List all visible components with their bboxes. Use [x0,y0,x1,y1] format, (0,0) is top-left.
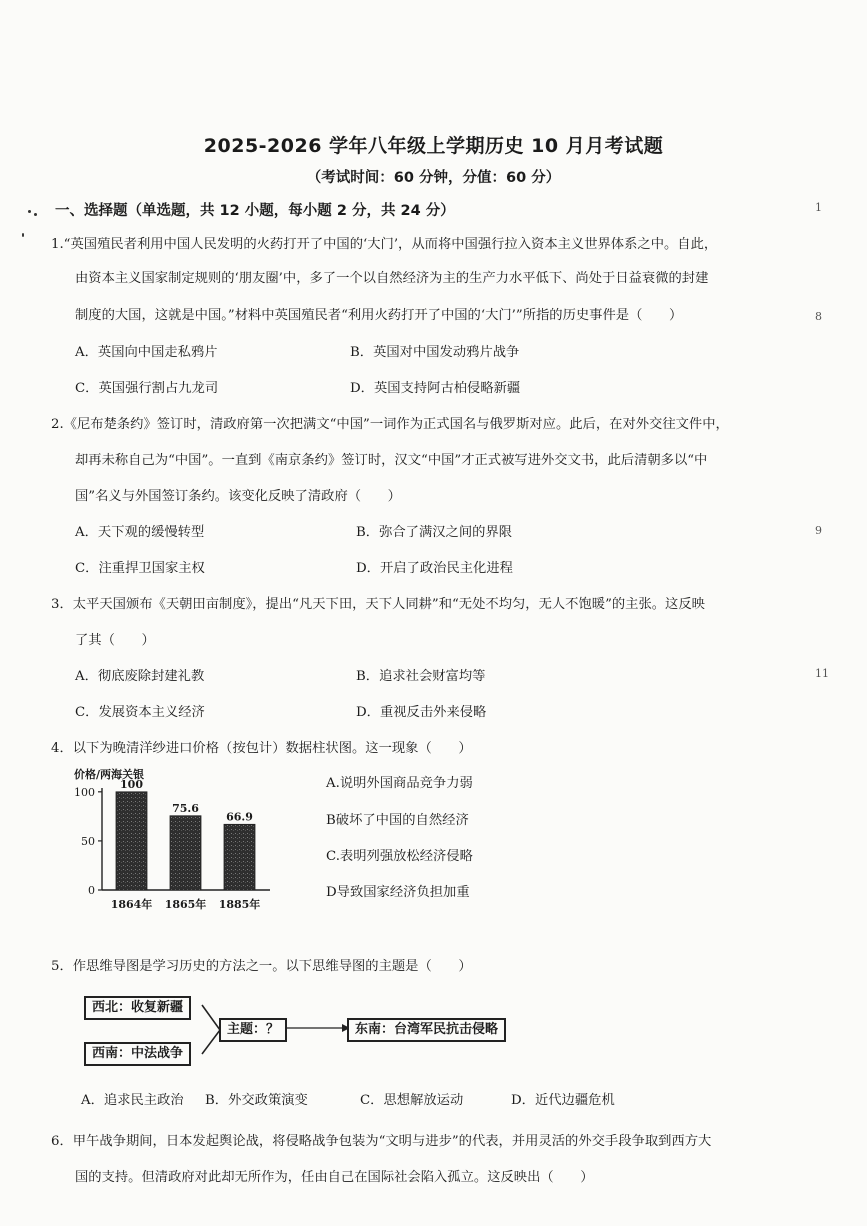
q2-option-d[interactable]: D．开启了政治民主化进程 [356,561,513,576]
x-tick-label: 1865年 [164,898,207,911]
y-axis-label: 价格/两海关银 [74,768,145,781]
q4-option-c[interactable]: C.表明列强放松经济侵略 [326,849,473,864]
question-1-line: 1.“英国殖民者利用中国人民发明的火药打开了中国的‘大门’，从而将中国强行拉入资本主义世界体系之中。自此， [51,237,718,252]
bar [224,824,255,890]
q1-option-d[interactable]: D．英国支持阿古柏侵略新疆 [350,381,521,396]
q1-option-a[interactable]: A．英国向中国走私鸦片 [75,345,218,360]
question-5-line: 5．作思维导图是学习历史的方法之一。以下思维导图的主题是（ ） [51,959,472,974]
x-tick-label: 1885年 [218,898,261,911]
q5-option-a[interactable]: A．追求民主政治 [81,1093,184,1108]
q4-option-d[interactable]: D导致国家经济负担加重 [326,885,470,900]
question-4-line: 4．以下为晚清洋纱进口价格（按包计）数据柱状图。这一现象（ ） [51,741,472,756]
mindmap-center-topic: 主题：？ [219,1018,287,1042]
mindmap-southeast: 东南：台湾军民抗击侵略 [347,1018,506,1042]
q2-option-b[interactable]: B．弥合了满汉之间的界限 [356,525,513,540]
margin-mark: 9 [815,524,822,537]
question-2-line: 却再未称自己为“中国”。一直到《南京条约》签订时，汉文“中国”才正式被写进外交文书，此后清朝多以“中 [75,453,708,468]
mindmap-southwest: 西南：中法战争 [84,1042,191,1066]
question-1-line: 制度的大国，这就是中国。”材料中英国殖民者“利用火药打开了中国的‘大门’”所指的历史事件是（ ） [75,308,683,323]
q2-option-c[interactable]: C．注重捍卫国家主权 [75,561,205,576]
scan-speck [34,213,37,216]
q2-option-a[interactable]: A．天下观的缓慢转型 [75,525,205,540]
q4-option-b[interactable]: B破坏了中国的自然经济 [326,813,469,828]
question-6-line: 国的支持。但清政府对此却无所作为，任由自己在国际社会陷入孤立。这反映出（ ） [75,1170,594,1185]
q5-option-d[interactable]: D．近代边疆危机 [511,1093,615,1108]
page-subtitle: （考试时间：60 分钟，分值：60 分） [306,170,561,186]
mindmap-northwest: 西北：收复新疆 [84,996,191,1020]
q3-option-b[interactable]: B．追求社会财富均等 [356,669,486,684]
question-2-line: 2.《尼布楚条约》签订时，清政府第一次把满文“中国”一词作为正式国名与俄罗斯对应。此后，在对外交往文件中， [51,417,729,432]
q5-option-b[interactable]: B．外交政策演变 [205,1093,308,1108]
question-1-line: 由资本主义国家制定规则的‘朋友圈’中，多了一个以自然经济为主的生产力水平低下、尚处于日益衰微的封建 [75,271,709,286]
question-2-line: 国”名义与外国签订条约。该变化反映了清政府（ ） [75,489,401,504]
data-label: 66.9 [226,810,253,824]
q5-option-c[interactable]: C．思想解放运动 [360,1093,464,1108]
q1-option-c[interactable]: C．英国强行割占九龙司 [75,381,219,396]
data-label: 100 [120,777,143,791]
q3-option-a[interactable]: A．彻底废除封建礼教 [75,669,205,684]
y-tick-label: 100 [74,785,95,799]
margin-mark: 8 [815,310,822,323]
q4-option-a[interactable]: A.说明外国商品竞争力弱 [326,776,473,791]
margin-mark: 11 [815,667,829,680]
page-title: 2025-2026 学年八年级上学期历史 10 月月考试题 [203,135,664,157]
data-label: 75.6 [172,801,199,815]
q3-option-d[interactable]: D．重视反击外来侵略 [356,705,487,720]
scan-speck [28,210,31,213]
question-3-line: 3．太平天国颁布《天朝田亩制度》，提出“凡天下田，天下人同耕”和“无处不均匀，无人不饱暖”的主张。这反映 [51,597,705,612]
scan-speck [22,233,24,237]
x-tick-label: 1864年 [110,898,153,911]
margin-mark: 1 [815,201,822,214]
q3-option-c[interactable]: C．发展资本主义经济 [75,705,205,720]
section-heading: 一、选择题（单选题，共 12 小题，每小题 2 分，共 24 分） [55,203,455,219]
y-tick-label: 50 [81,834,95,848]
question-6-line: 6．甲午战争期间，日本发起舆论战，将侵略战争包装为“文明与进步”的代表，并用灵活的外交手段争取到西方大 [51,1134,712,1149]
question-3-line: 了其（ ） [75,633,155,648]
y-tick-label: 0 [88,884,95,897]
q1-option-b[interactable]: B．英国对中国发动鸦片战争 [350,345,520,360]
bar [116,792,147,890]
bar [170,816,201,890]
bar-chart [70,768,280,918]
